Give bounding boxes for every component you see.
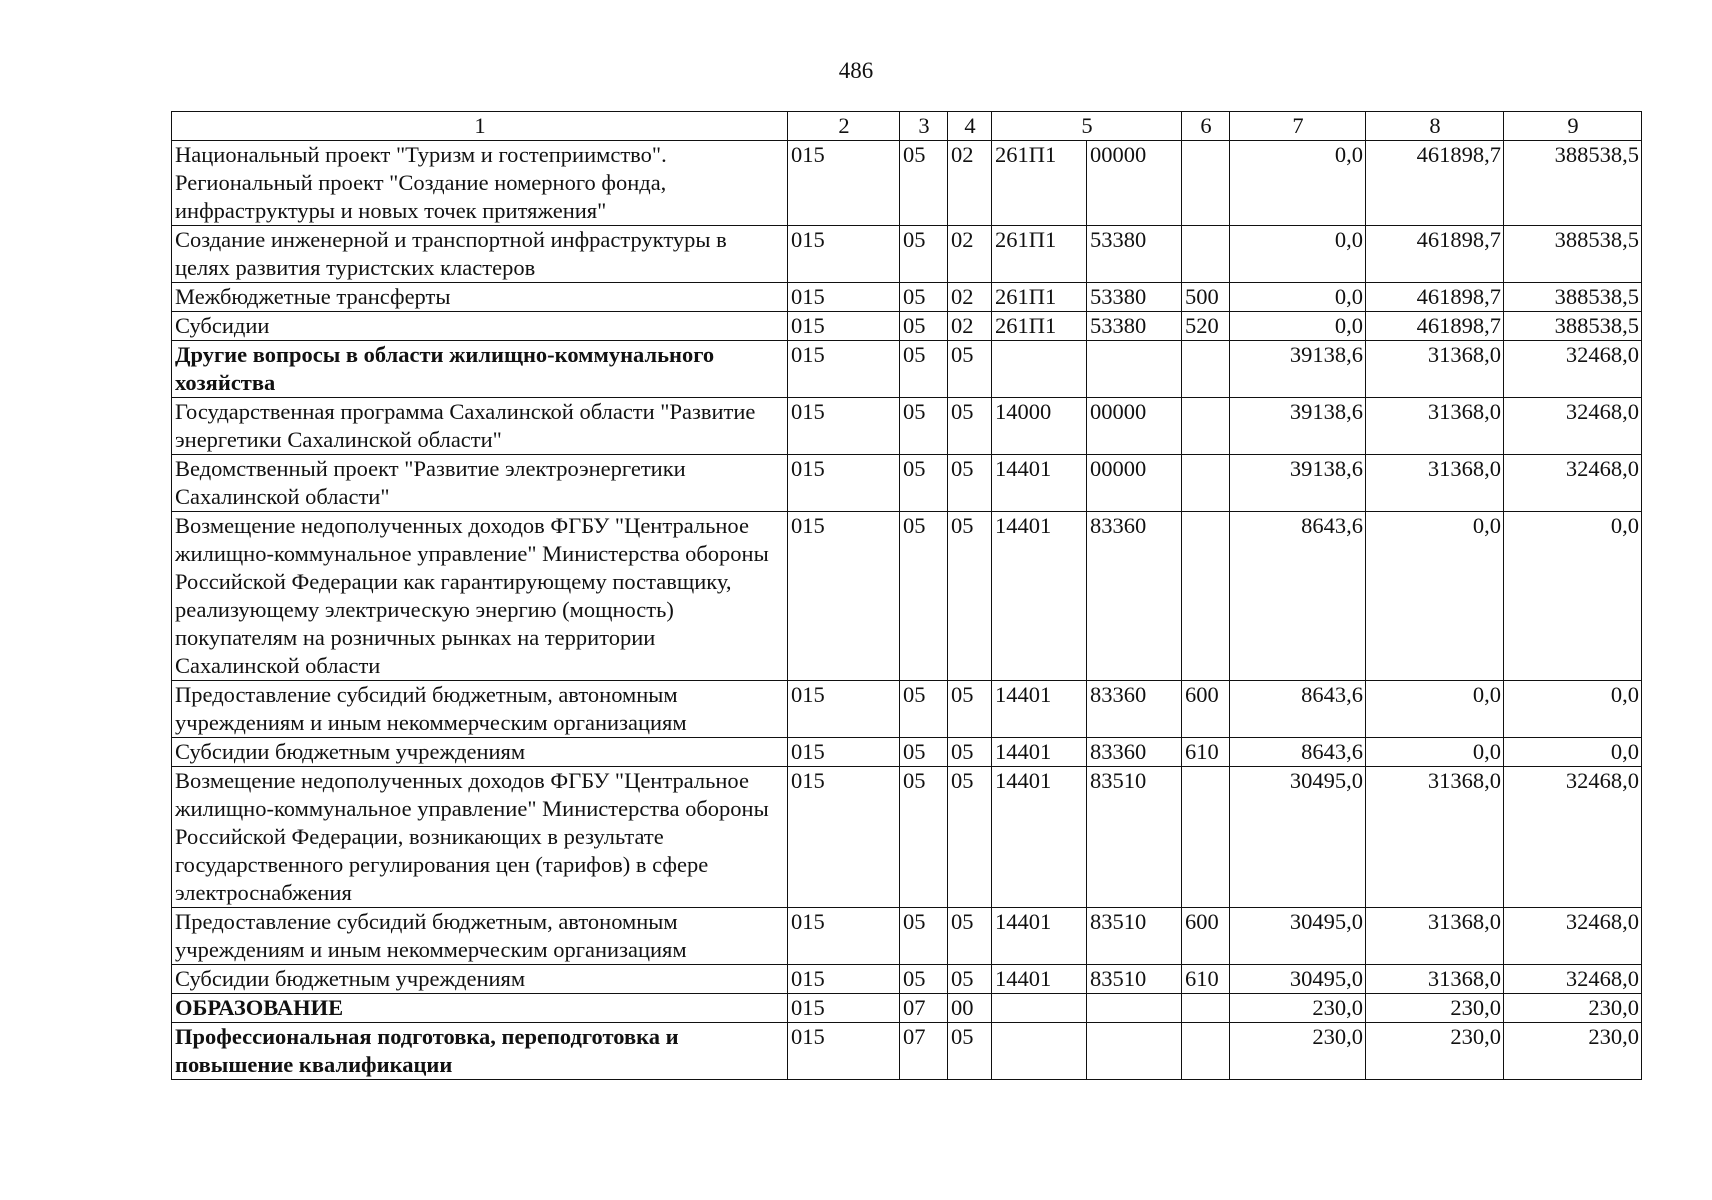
column-4-cell: 02 [948,226,992,283]
header-cell: 1 [172,112,788,141]
table-row [172,767,1642,908]
column-9-value-cell: 0,0 [1504,512,1642,681]
column-6-cell [1182,767,1230,908]
column-5-direction-cell: 83510 [1087,965,1182,994]
column-7-value-cell: 30495,0 [1230,908,1366,965]
column-5-direction-cell [1087,1023,1182,1080]
table-row [172,738,1642,767]
header-cell: 5 [992,112,1182,141]
column-8-value-cell: 31368,0 [1366,455,1504,512]
table-row [172,994,1642,1023]
column-5-direction-cell: 00000 [1087,455,1182,512]
table-row [172,312,1642,341]
column-7-value-cell: 39138,6 [1230,398,1366,455]
table-row [172,283,1642,312]
column-9-value-cell: 230,0 [1504,1023,1642,1080]
column-5-direction-cell: 83360 [1087,512,1182,681]
column-5-direction-cell: 83510 [1087,767,1182,908]
column-3-cell: 05 [900,681,948,738]
column-9-value-cell: 230,0 [1504,994,1642,1023]
column-5-program-cell [992,1023,1087,1080]
header-cell: 2 [788,112,900,141]
column-6-cell: 600 [1182,908,1230,965]
column-2-cell: 015 [788,1023,900,1080]
column-5-program-cell: 261П1 [992,312,1087,341]
table-row [172,965,1642,994]
table-row [172,1023,1642,1080]
row-name-cell: ОБРАЗОВАНИЕ [172,994,788,1023]
column-7-value-cell: 39138,6 [1230,455,1366,512]
column-5-program-cell: 261П1 [992,226,1087,283]
column-7-value-cell: 39138,6 [1230,341,1366,398]
column-9-value-cell: 388538,5 [1504,226,1642,283]
column-3-cell: 05 [900,738,948,767]
column-6-cell [1182,1023,1230,1080]
column-2-cell: 015 [788,455,900,512]
column-5-program-cell: 14401 [992,965,1087,994]
column-9-value-cell: 32468,0 [1504,767,1642,908]
header-cell: 6 [1182,112,1230,141]
row-name-cell: Предоставление субсидий бюджетным, автономным учреждениям и иным некоммерческим организациям [172,908,788,965]
column-9-value-cell: 32468,0 [1504,455,1642,512]
column-8-value-cell: 31368,0 [1366,398,1504,455]
header-cell: 4 [948,112,992,141]
column-3-cell: 07 [900,1023,948,1080]
row-name-cell: Государственная программа Сахалинской области "Развитие энергетики Сахалинской области" [172,398,788,455]
column-5-program-cell: 14000 [992,398,1087,455]
column-5-direction-cell: 00000 [1087,141,1182,226]
column-5-direction-cell: 83360 [1087,681,1182,738]
row-name-cell: Возмещение недополученных доходов ФГБУ "Центральное жилищно-коммунальное управление" Министерства обороны Российской Федерации как гарантирующему поставщику, реализующему электрическую энергию (мощность) покупателям на розничных рынках на территории Сахалинской области [172,512,788,681]
row-name-cell: Ведомственный проект "Развитие электроэнергетики Сахалинской области" [172,455,788,512]
column-9-value-cell: 32468,0 [1504,341,1642,398]
column-2-cell: 015 [788,738,900,767]
column-2-cell: 015 [788,398,900,455]
column-5-program-cell: 261П1 [992,283,1087,312]
column-5-direction-cell: 83510 [1087,908,1182,965]
column-3-cell: 05 [900,226,948,283]
row-name-cell: Профессиональная подготовка, переподготовка и повышение квалификации [172,1023,788,1080]
column-8-value-cell: 461898,7 [1366,141,1504,226]
column-2-cell: 015 [788,226,900,283]
column-5-direction-cell: 53380 [1087,312,1182,341]
column-3-cell: 05 [900,767,948,908]
column-7-value-cell: 30495,0 [1230,767,1366,908]
column-5-direction-cell [1087,341,1182,398]
column-6-cell: 600 [1182,681,1230,738]
header-cell: 3 [900,112,948,141]
column-3-cell: 05 [900,283,948,312]
header-cell: 7 [1230,112,1366,141]
column-4-cell: 05 [948,398,992,455]
column-7-value-cell: 30495,0 [1230,965,1366,994]
column-8-value-cell: 0,0 [1366,512,1504,681]
column-5-direction-cell: 53380 [1087,226,1182,283]
column-6-cell: 500 [1182,283,1230,312]
column-7-value-cell: 8643,6 [1230,512,1366,681]
table-row [172,512,1642,681]
column-7-value-cell: 8643,6 [1230,738,1366,767]
column-5-program-cell: 14401 [992,455,1087,512]
column-3-cell: 07 [900,994,948,1023]
column-4-cell: 00 [948,994,992,1023]
column-9-value-cell: 388538,5 [1504,312,1642,341]
column-2-cell: 015 [788,312,900,341]
column-6-cell [1182,455,1230,512]
column-6-cell [1182,398,1230,455]
column-5-direction-cell: 83360 [1087,738,1182,767]
row-name-cell: Предоставление субсидий бюджетным, автономным учреждениям и иным некоммерческим организациям [172,681,788,738]
row-name-cell: Субсидии [172,312,788,341]
column-8-value-cell: 0,0 [1366,681,1504,738]
column-4-cell: 02 [948,312,992,341]
table-row [172,398,1642,455]
column-8-value-cell: 31368,0 [1366,908,1504,965]
column-8-value-cell: 461898,7 [1366,283,1504,312]
column-8-value-cell: 461898,7 [1366,226,1504,283]
column-6-cell [1182,226,1230,283]
table-row [172,455,1642,512]
column-3-cell: 05 [900,141,948,226]
column-5-program-cell: 261П1 [992,141,1087,226]
column-5-program-cell: 14401 [992,681,1087,738]
column-9-value-cell: 0,0 [1504,681,1642,738]
column-9-value-cell: 388538,5 [1504,141,1642,226]
column-7-value-cell: 8643,6 [1230,681,1366,738]
column-5-direction-cell: 53380 [1087,283,1182,312]
column-7-value-cell: 0,0 [1230,226,1366,283]
column-5-direction-cell: 00000 [1087,398,1182,455]
table-row [172,141,1642,226]
column-3-cell: 05 [900,908,948,965]
row-name-cell: Другие вопросы в области жилищно-коммунального хозяйства [172,341,788,398]
row-name-cell: Создание инженерной и транспортной инфраструктуры в целях развития туристских кластеров [172,226,788,283]
column-6-cell [1182,341,1230,398]
column-6-cell: 610 [1182,965,1230,994]
column-4-cell: 05 [948,512,992,681]
column-5-program-cell: 14401 [992,738,1087,767]
column-7-value-cell: 0,0 [1230,283,1366,312]
column-4-cell: 05 [948,738,992,767]
column-6-cell: 610 [1182,738,1230,767]
column-8-value-cell: 230,0 [1366,994,1504,1023]
column-3-cell: 05 [900,512,948,681]
column-3-cell: 05 [900,398,948,455]
page-number: 486 [838,58,874,83]
column-7-value-cell: 230,0 [1230,994,1366,1023]
column-8-value-cell: 31368,0 [1366,767,1504,908]
table-row [172,341,1642,398]
column-6-cell [1182,512,1230,681]
column-3-cell: 05 [900,965,948,994]
column-4-cell: 05 [948,908,992,965]
column-8-value-cell: 230,0 [1366,1023,1504,1080]
column-8-value-cell: 31368,0 [1366,341,1504,398]
column-2-cell: 015 [788,994,900,1023]
row-name-cell: Национальный проект "Туризм и гостеприимство". Региональный проект "Создание номерного фонда, инфраструктуры и новых точек притяжения" [172,141,788,226]
row-name-cell: Субсидии бюджетным учреждениям [172,738,788,767]
column-3-cell: 05 [900,312,948,341]
column-2-cell: 015 [788,141,900,226]
column-5-program-cell: 14401 [992,767,1087,908]
column-3-cell: 05 [900,341,948,398]
table-row [172,226,1642,283]
column-9-value-cell: 0,0 [1504,738,1642,767]
column-4-cell: 05 [948,455,992,512]
column-3-cell: 05 [900,455,948,512]
column-4-cell: 05 [948,965,992,994]
column-2-cell: 015 [788,341,900,398]
column-7-value-cell: 230,0 [1230,1023,1366,1080]
column-2-cell: 015 [788,283,900,312]
column-4-cell: 05 [948,767,992,908]
column-4-cell: 02 [948,141,992,226]
column-2-cell: 015 [788,965,900,994]
column-4-cell: 05 [948,681,992,738]
column-9-value-cell: 32468,0 [1504,398,1642,455]
column-5-program-cell: 14401 [992,512,1087,681]
row-name-cell: Возмещение недополученных доходов ФГБУ "Центральное жилищно-коммунальное управление" Министерства обороны Российской Федерации, возникающих в результате государственного регулирования цен (тарифов) в сфере электроснабжения [172,767,788,908]
column-6-cell [1182,994,1230,1023]
column-5-program-cell [992,341,1087,398]
column-6-cell [1182,141,1230,226]
column-7-value-cell: 0,0 [1230,312,1366,341]
column-8-value-cell: 461898,7 [1366,312,1504,341]
row-name-cell: Субсидии бюджетным учреждениям [172,965,788,994]
column-9-value-cell: 388538,5 [1504,283,1642,312]
column-9-value-cell: 32468,0 [1504,965,1642,994]
header-cell: 9 [1504,112,1642,141]
column-4-cell: 02 [948,283,992,312]
column-2-cell: 015 [788,681,900,738]
column-4-cell: 05 [948,1023,992,1080]
column-5-program-cell: 14401 [992,908,1087,965]
column-5-program-cell [992,994,1087,1023]
table-body [172,141,1642,1080]
column-2-cell: 015 [788,512,900,681]
column-6-cell: 520 [1182,312,1230,341]
column-8-value-cell: 31368,0 [1366,965,1504,994]
column-8-value-cell: 0,0 [1366,738,1504,767]
column-2-cell: 015 [788,767,900,908]
column-4-cell: 05 [948,341,992,398]
column-7-value-cell: 0,0 [1230,141,1366,226]
budget-table [171,111,1642,1080]
column-9-value-cell: 32468,0 [1504,908,1642,965]
column-5-direction-cell [1087,994,1182,1023]
row-name-cell: Межбюджетные трансферты [172,283,788,312]
table-row [172,681,1642,738]
table-row [172,908,1642,965]
column-2-cell: 015 [788,908,900,965]
header-row [172,112,1642,141]
header-cell: 8 [1366,112,1504,141]
